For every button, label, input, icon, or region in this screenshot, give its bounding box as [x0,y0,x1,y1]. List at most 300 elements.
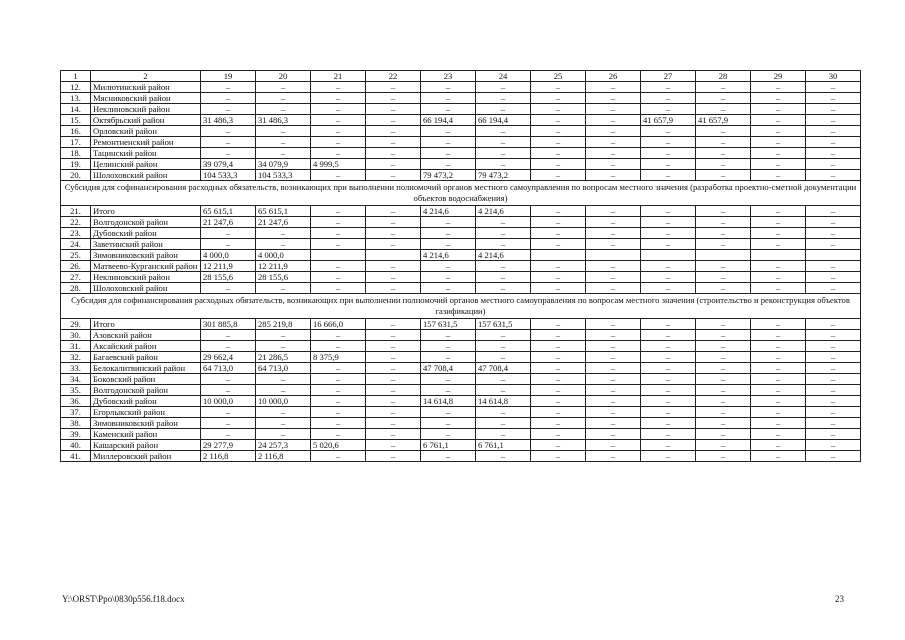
value-cell: 28 155,6 [256,272,311,283]
value-cell: – [696,429,751,440]
value-cell: – [476,451,531,462]
value-cell: – [421,283,476,294]
value-cell: 10 000,0 [201,396,256,407]
value-cell: – [806,451,861,462]
value-cell: – [476,137,531,148]
district-name: Шолоховский район [91,283,201,294]
district-name: Целинский район [91,159,201,170]
district-name: Волгодонской район [91,385,201,396]
value-cell: – [311,170,366,181]
value-cell: – [366,385,421,396]
value-cell: – [366,206,421,217]
value-cell: – [696,239,751,250]
row-number: 22. [61,217,91,228]
value-cell: – [696,330,751,341]
row-number: 23. [61,228,91,239]
value-cell: – [311,261,366,272]
value-cell: – [751,126,806,137]
value-cell: 14 614,8 [476,396,531,407]
value-cell: – [311,272,366,283]
column-header: 20 [256,71,311,82]
value-cell: – [586,239,641,250]
value-cell: – [421,137,476,148]
value-cell: – [586,374,641,385]
value-cell: – [201,283,256,294]
value-cell: – [531,374,586,385]
value-cell: – [586,217,641,228]
value-cell: – [531,170,586,181]
row-number: 20. [61,170,91,181]
value-cell: – [641,170,696,181]
row-number: 26. [61,261,91,272]
value-cell: – [641,451,696,462]
value-cell: – [421,352,476,363]
value-cell: – [586,283,641,294]
value-cell: – [421,341,476,352]
value-cell: – [806,418,861,429]
value-cell: 66 194,4 [476,115,531,126]
table-row [61,272,861,283]
value-cell: – [641,341,696,352]
value-cell: – [696,341,751,352]
value-cell: 12 211,9 [201,261,256,272]
value-cell: 21 247,6 [201,217,256,228]
value-cell: – [366,217,421,228]
value-cell: – [641,126,696,137]
value-cell: – [751,170,806,181]
table-row [61,126,861,137]
value-cell: – [531,137,586,148]
value-cell: – [366,429,421,440]
value-cell: – [366,228,421,239]
value-cell: – [696,148,751,159]
value-cell: – [806,159,861,170]
value-cell: – [531,82,586,93]
value-cell: – [806,93,861,104]
value-cell: – [586,206,641,217]
table-row [61,93,861,104]
value-cell: – [531,272,586,283]
table-row [61,418,861,429]
table-row [61,374,861,385]
value-cell: – [201,407,256,418]
value-cell: – [586,104,641,115]
value-cell: – [806,217,861,228]
value-cell: – [366,148,421,159]
value-cell: – [751,159,806,170]
section-row [61,181,861,206]
value-cell: – [421,374,476,385]
value-cell: – [531,261,586,272]
value-cell: – [256,93,311,104]
value-cell: – [366,104,421,115]
value-cell: – [366,115,421,126]
value-cell: – [806,429,861,440]
value-cell: – [201,239,256,250]
district-name: Неклиновский район [91,104,201,115]
value-cell: 24 257,3 [256,440,311,451]
value-cell: – [531,159,586,170]
row-number: 15. [61,115,91,126]
table-row [61,239,861,250]
district-name: Заветинский район [91,239,201,250]
header-row [61,71,861,82]
value-cell: – [696,228,751,239]
value-cell: 29 662,4 [201,352,256,363]
value-cell: – [806,330,861,341]
value-cell: – [421,418,476,429]
value-cell: – [586,137,641,148]
district-name: Матвеево-Курганский район [91,261,201,272]
value-cell: – [641,283,696,294]
column-header: 24 [476,71,531,82]
value-cell: – [531,217,586,228]
district-name: Зимовниковский район [91,418,201,429]
table-row [61,330,861,341]
value-cell: – [256,429,311,440]
value-cell: – [751,272,806,283]
value-cell: – [311,407,366,418]
value-cell: – [256,228,311,239]
value-cell: 28 155,6 [201,272,256,283]
table-row [61,148,861,159]
value-cell: – [806,374,861,385]
row-number: 35. [61,385,91,396]
row-number: 39. [61,429,91,440]
value-cell: – [421,93,476,104]
value-cell: 285 219,8 [256,319,311,330]
value-cell: 21 286,5 [256,352,311,363]
value-cell: 41 657,9 [641,115,696,126]
value-cell: – [806,239,861,250]
value-cell: – [476,239,531,250]
value-cell: – [256,407,311,418]
value-cell: 6 761,1 [421,440,476,451]
value-cell: – [586,170,641,181]
value-cell: – [531,429,586,440]
value-cell: – [586,429,641,440]
table-row [61,250,861,261]
value-cell: – [421,239,476,250]
value-cell: – [366,352,421,363]
value-cell: – [696,319,751,330]
value-cell: – [641,228,696,239]
value-cell: – [696,104,751,115]
value-cell: – [201,330,256,341]
value-cell: – [311,374,366,385]
column-header: 27 [641,71,696,82]
value-cell: – [586,115,641,126]
value-cell: – [806,228,861,239]
value-cell: – [751,206,806,217]
value-cell: – [586,418,641,429]
table-row [61,261,861,272]
district-name: Каменский район [91,429,201,440]
value-cell: – [696,261,751,272]
value-cell: – [256,239,311,250]
value-cell: – [311,429,366,440]
value-cell: – [641,330,696,341]
value-cell: – [751,429,806,440]
table-row [61,206,861,217]
value-cell: – [751,407,806,418]
value-cell: – [311,418,366,429]
value-cell: 66 194,4 [421,115,476,126]
value-cell [751,250,806,261]
value-cell: – [201,385,256,396]
value-cell: 104 533,3 [256,170,311,181]
value-cell: 4 214,6 [476,206,531,217]
value-cell: – [641,93,696,104]
value-cell: – [366,396,421,407]
value-cell: – [366,451,421,462]
value-cell: 64 713,0 [256,363,311,374]
row-number: 14. [61,104,91,115]
value-cell: – [201,228,256,239]
value-cell: – [806,407,861,418]
value-cell: – [366,272,421,283]
table-row [61,82,861,93]
value-cell: 79 473,2 [421,170,476,181]
value-cell: – [256,104,311,115]
value-cell: – [476,283,531,294]
value-cell: – [421,451,476,462]
value-cell [806,250,861,261]
value-cell: – [751,330,806,341]
value-cell: – [531,418,586,429]
value-cell: – [476,93,531,104]
value-cell: – [421,126,476,137]
value-cell: – [751,440,806,451]
value-cell: – [531,352,586,363]
value-cell: – [751,239,806,250]
value-cell: – [531,206,586,217]
value-cell: – [531,126,586,137]
value-cell: – [311,104,366,115]
value-cell: – [311,330,366,341]
value-cell: – [641,206,696,217]
value-cell: – [476,217,531,228]
value-cell: – [751,319,806,330]
value-cell: – [751,228,806,239]
value-cell: – [806,283,861,294]
value-cell: – [586,228,641,239]
value-cell: – [751,217,806,228]
value-cell: – [366,418,421,429]
value-cell: – [696,170,751,181]
value-cell: – [201,148,256,159]
value-cell: – [311,341,366,352]
value-cell: – [586,148,641,159]
value-cell: – [201,82,256,93]
value-cell: – [641,352,696,363]
value-cell: – [586,396,641,407]
row-number: 32. [61,352,91,363]
table-row [61,341,861,352]
value-cell: – [751,341,806,352]
district-name: Тацинский район [91,148,201,159]
value-cell: – [586,407,641,418]
district-name: Егорлыкский район [91,407,201,418]
value-cell: – [476,148,531,159]
value-cell: – [366,319,421,330]
value-cell: – [696,283,751,294]
district-name: Дубовский район [91,396,201,407]
value-cell: 2 116,8 [256,451,311,462]
value-cell: – [256,385,311,396]
value-cell: – [806,115,861,126]
table-row [61,137,861,148]
value-cell: – [586,330,641,341]
row-number: 18. [61,148,91,159]
value-cell: – [641,272,696,283]
value-cell: 29 277,9 [201,440,256,451]
value-cell [641,250,696,261]
row-number: 33. [61,363,91,374]
value-cell: – [311,239,366,250]
row-number: 34. [61,374,91,385]
value-cell: – [311,385,366,396]
value-cell: 104 533,3 [201,170,256,181]
value-cell: – [256,82,311,93]
value-cell: – [476,429,531,440]
column-header: 26 [586,71,641,82]
value-cell: – [806,170,861,181]
value-cell: – [751,261,806,272]
value-cell: – [751,148,806,159]
value-cell: 4 999,5 [311,159,366,170]
value-cell: – [476,407,531,418]
value-cell: – [476,126,531,137]
value-cell: – [641,374,696,385]
value-cell: – [641,429,696,440]
value-cell: – [696,206,751,217]
value-cell: – [531,363,586,374]
value-cell: – [641,261,696,272]
table-row [61,363,861,374]
district-name: Неклиновский район [91,272,201,283]
value-cell: – [531,319,586,330]
value-cell: – [696,93,751,104]
value-cell: – [531,396,586,407]
value-cell: – [201,126,256,137]
value-cell: – [366,239,421,250]
value-cell: – [641,440,696,451]
value-cell: – [531,228,586,239]
row-number: 25. [61,250,91,261]
value-cell: 65 615,1 [256,206,311,217]
value-cell: – [256,374,311,385]
value-cell: – [311,126,366,137]
value-cell: – [751,115,806,126]
value-cell: – [366,159,421,170]
value-cell: – [696,407,751,418]
value-cell: – [531,239,586,250]
value-cell: – [586,341,641,352]
table-row [61,407,861,418]
value-cell: – [531,330,586,341]
value-cell: – [806,385,861,396]
value-cell: 4 214,6 [476,250,531,261]
value-cell: – [366,126,421,137]
value-cell: – [696,363,751,374]
value-cell: – [696,418,751,429]
value-cell: – [806,126,861,137]
value-cell: – [256,126,311,137]
column-header: 30 [806,71,861,82]
value-cell: – [366,137,421,148]
value-cell: – [421,104,476,115]
value-cell: – [256,283,311,294]
value-cell: – [806,82,861,93]
value-cell: – [806,352,861,363]
district-name: Шолоховский район [91,170,201,181]
value-cell: – [641,407,696,418]
value-cell: – [311,228,366,239]
value-cell: – [366,261,421,272]
value-cell: – [751,374,806,385]
column-header: 1 [61,71,91,82]
value-cell: – [641,239,696,250]
value-cell: – [696,217,751,228]
value-cell: 157 631,5 [421,319,476,330]
value-cell: – [806,363,861,374]
value-cell: 31 486,3 [256,115,311,126]
column-header: 25 [531,71,586,82]
value-cell: – [696,440,751,451]
table-row [61,385,861,396]
value-cell: – [751,137,806,148]
district-name: Октябрьский район [91,115,201,126]
value-cell: – [586,82,641,93]
value-cell: 41 657,9 [696,115,751,126]
table-row [61,396,861,407]
value-cell: – [366,374,421,385]
value-cell: – [586,93,641,104]
value-cell: – [311,82,366,93]
value-cell: – [201,429,256,440]
table-row [61,283,861,294]
column-header: 2 [91,71,201,82]
value-cell: – [586,319,641,330]
value-cell: 79 473,2 [476,170,531,181]
value-cell: 4 000,0 [256,250,311,261]
row-number: 29. [61,319,91,330]
value-cell: 65 615,1 [201,206,256,217]
value-cell: – [311,283,366,294]
district-name: Багаевский район [91,352,201,363]
value-cell: – [641,319,696,330]
district-name: Итого [91,206,201,217]
value-cell: – [751,93,806,104]
table-row [61,352,861,363]
row-number: 12. [61,82,91,93]
value-cell: – [476,272,531,283]
value-cell: – [311,148,366,159]
value-cell: – [311,137,366,148]
section-row [61,294,861,319]
row-number: 38. [61,418,91,429]
value-cell: – [256,148,311,159]
row-number: 17. [61,137,91,148]
value-cell: – [366,93,421,104]
value-cell: – [201,341,256,352]
value-cell [586,250,641,261]
footer-file-path: Y:\ORST\Ppo\0830p556.f18.docx [62,594,185,604]
row-number: 13. [61,93,91,104]
value-cell: – [531,341,586,352]
value-cell: – [586,261,641,272]
